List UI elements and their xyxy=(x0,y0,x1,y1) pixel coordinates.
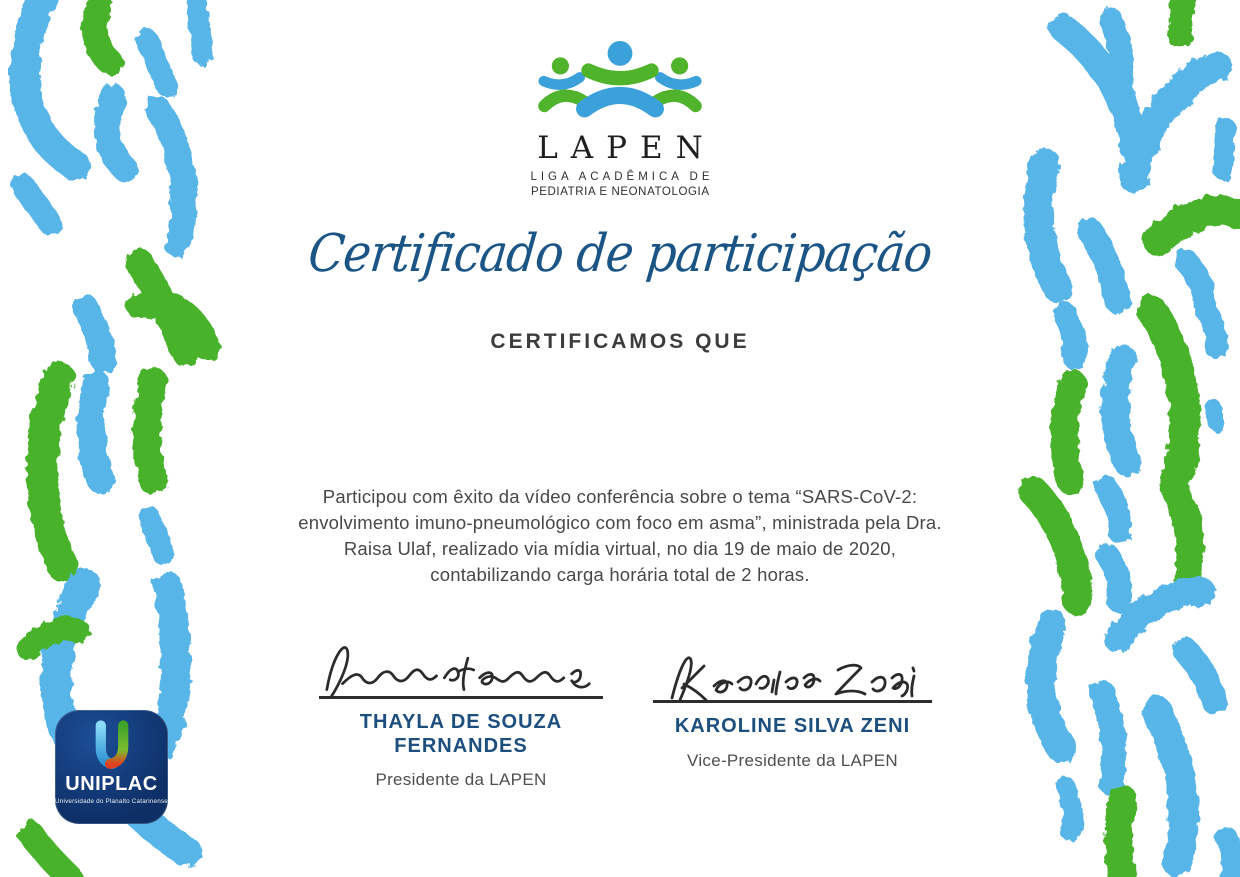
signatory-role: Presidente da LAPEN xyxy=(375,770,547,790)
signatory-president xyxy=(319,638,603,790)
signature-thayla-icon xyxy=(319,638,603,700)
certificate-title: Certificado de participação xyxy=(305,224,935,284)
uniplac-wordmark: UNIPLAC xyxy=(65,773,158,795)
lapen-logo xyxy=(0,40,1240,198)
certify-label: CERTIFICAMOS QUE xyxy=(490,330,750,353)
body-line: Raisa Ulaf, realizado via mídia virtual, no dia 19 de maio de 2020, xyxy=(343,538,897,559)
signatory-vice-president xyxy=(653,646,932,771)
body-line: Participou com êxito da vídeo conferência sobre o tema “SARS-CoV-2: xyxy=(322,486,918,507)
signatory-name: KAROLINE SILVA ZENI xyxy=(674,715,911,737)
signature-line xyxy=(653,700,932,703)
uniplac-logo xyxy=(55,710,168,824)
body-line: contabilizando carga horária total de 2 horas. xyxy=(430,564,810,585)
signature-karoline-icon xyxy=(662,646,924,704)
uniplac-u-mark-icon xyxy=(83,718,141,774)
uniplac-tagline: Universidade do Planalto Catarinense xyxy=(55,798,168,805)
certificate-body xyxy=(270,484,970,588)
lapen-wordmark: LAPEN xyxy=(537,130,716,166)
body-line: envolvimento imuno-pneumológico com foco em asma”, ministrada pela Dra. xyxy=(298,512,942,533)
signatory-role: Vice-Presidente da LAPEN xyxy=(686,750,898,770)
signatory-name: THAYLA DE SOUZA FERNANDES xyxy=(359,711,563,757)
lapen-subtitle-1: LIGA ACADÊMICA DE xyxy=(530,171,714,183)
lapen-subtitle-2: PEDIATRIA E NEONATOLOGIA xyxy=(530,186,710,198)
three-people-figures-icon xyxy=(536,40,704,126)
signature-line xyxy=(319,696,603,699)
